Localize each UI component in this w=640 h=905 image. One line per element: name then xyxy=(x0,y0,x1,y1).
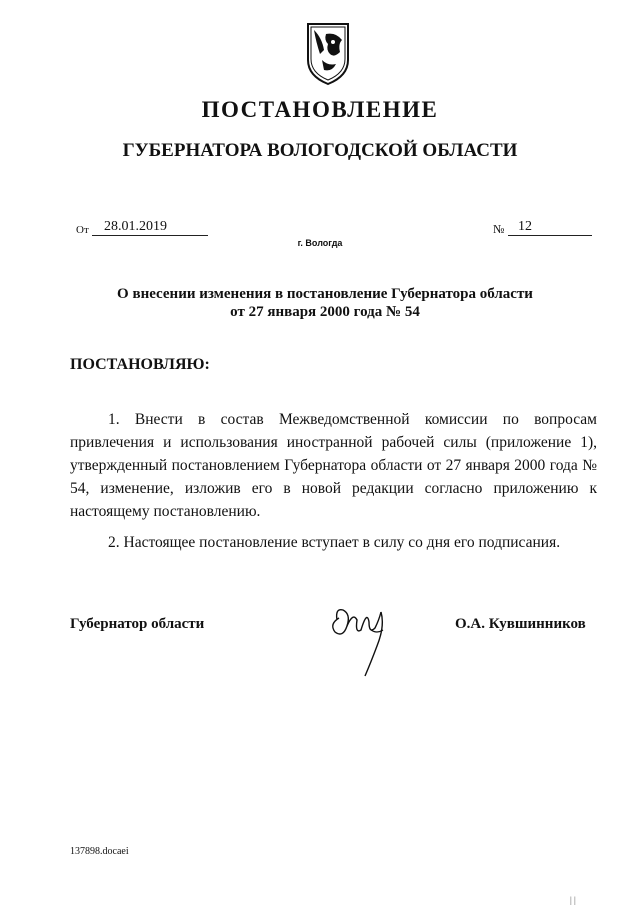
subject-line-2: от 27 января 2000 года № 54 xyxy=(230,304,420,320)
subject-line-1: О внесении изменения в постановление Губернатора области xyxy=(117,286,533,302)
body-text xyxy=(70,408,597,554)
document-subject xyxy=(60,285,590,321)
paragraph: 1. Внести в состав Межведомственной комиссии по вопросам привлечения и использования иностранной рабочей силы (приложение 1), утвержденный постановлением Губернатора области от 27 января 2000 года № 54, изменение, изложив его в новой редакции согласно приложению к настоящему постановлению. xyxy=(70,411,597,520)
paragraph: 2. Настоящее постановление вступает в силу со дня его подписания. xyxy=(108,534,561,551)
signer-title: Губернатор области xyxy=(70,616,205,632)
document-number: 12 xyxy=(508,219,592,236)
handwritten-signature xyxy=(325,590,395,680)
document-reference: 137898.docaei xyxy=(70,846,129,857)
document-issuer: ГУБЕРНАТОРА ВОЛОГОДСКОЙ ОБЛАСТИ xyxy=(122,140,518,161)
city: г. Вологда xyxy=(297,238,343,248)
date-prefix: От xyxy=(76,224,89,236)
document-title: ПОСТАНОВЛЕНИЕ xyxy=(201,97,439,122)
margin-ticks: | | xyxy=(570,895,576,905)
signer-name: О.А. Кувшинников xyxy=(455,616,586,632)
document-date: 28.01.2019 xyxy=(92,219,208,236)
coat-of-arms-icon xyxy=(302,20,354,86)
decree-word: ПОСТАНОВЛЯЮ: xyxy=(70,356,210,373)
number-prefix: № xyxy=(493,222,505,236)
